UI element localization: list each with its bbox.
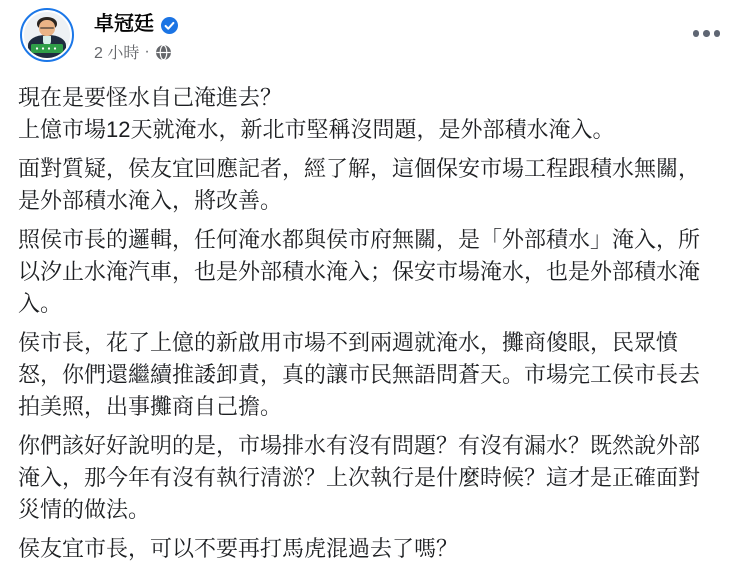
meta-row bbox=[94, 40, 178, 63]
more-options-icon bbox=[714, 30, 721, 37]
post-line: 現在是要怪水自己淹進去？ bbox=[18, 85, 283, 110]
post-line: 入。 bbox=[18, 291, 63, 316]
more-options-button[interactable] bbox=[687, 24, 727, 43]
post-line: 以汐止水淹汽車，也是外部積水淹入；保安市場淹水，也是外部積水淹 bbox=[18, 259, 701, 284]
post-line: 照侯市長的邏輯，任何淹水都與侯市府無關，是「外部積水」淹入，所 bbox=[18, 227, 701, 252]
post-paragraph bbox=[18, 430, 718, 526]
post-line: 災情的做法。 bbox=[18, 497, 151, 522]
meta-separator: · bbox=[144, 42, 150, 60]
post-line: 侯友宜市長，可以不要再打馬虎混過去了嗎？ bbox=[18, 536, 459, 561]
verified-badge-icon bbox=[161, 17, 178, 34]
post-text bbox=[0, 63, 734, 565]
post-line: 怒，你們還繼續推諉卸責，真的讓市民無語問蒼天。市場完工侯市長去 bbox=[18, 362, 701, 387]
post-line: 面對質疑，侯友宜回應記者，經了解，這個保安市場工程跟積水無關， bbox=[18, 156, 701, 181]
more-options-icon bbox=[693, 30, 700, 37]
avatar-glasses bbox=[40, 27, 54, 30]
more-options-icon bbox=[703, 30, 710, 37]
post-line: 侯市長，花了上億的新啟用市場不到兩週就淹水，攤商傻眼，民眾憤 bbox=[18, 330, 679, 355]
avatar-banner bbox=[31, 44, 63, 53]
post-line: 上億市場12天就淹水，新北市堅稱沒問題，是外部積水淹入。 bbox=[18, 117, 615, 142]
post-line: 是外部積水淹入，將改善。 bbox=[18, 188, 283, 213]
author-name[interactable]: 卓冠廷 bbox=[94, 13, 154, 35]
avatar[interactable] bbox=[20, 8, 74, 62]
post-line: 你們該好好說明的是，市場排水有沒有問題？有沒有漏水？既然說外部 bbox=[18, 433, 701, 458]
post-line: 淹入，那今年有沒有執行清淤？上次執行是什麼時候？這才是正確面對 bbox=[18, 465, 701, 490]
globe-public-icon bbox=[155, 44, 172, 61]
header-meta bbox=[94, 8, 178, 63]
post-paragraph bbox=[18, 533, 718, 565]
post-paragraph bbox=[18, 82, 718, 146]
post-paragraph bbox=[18, 153, 718, 217]
post-paragraph bbox=[18, 224, 718, 320]
timestamp[interactable]: 2 小時 bbox=[94, 45, 140, 62]
post-line: 拍美照，出事攤商自己擔。 bbox=[18, 394, 283, 419]
author-row bbox=[94, 11, 178, 37]
avatar-photo bbox=[24, 12, 70, 58]
post-paragraph bbox=[18, 327, 718, 423]
post-header bbox=[0, 0, 750, 63]
